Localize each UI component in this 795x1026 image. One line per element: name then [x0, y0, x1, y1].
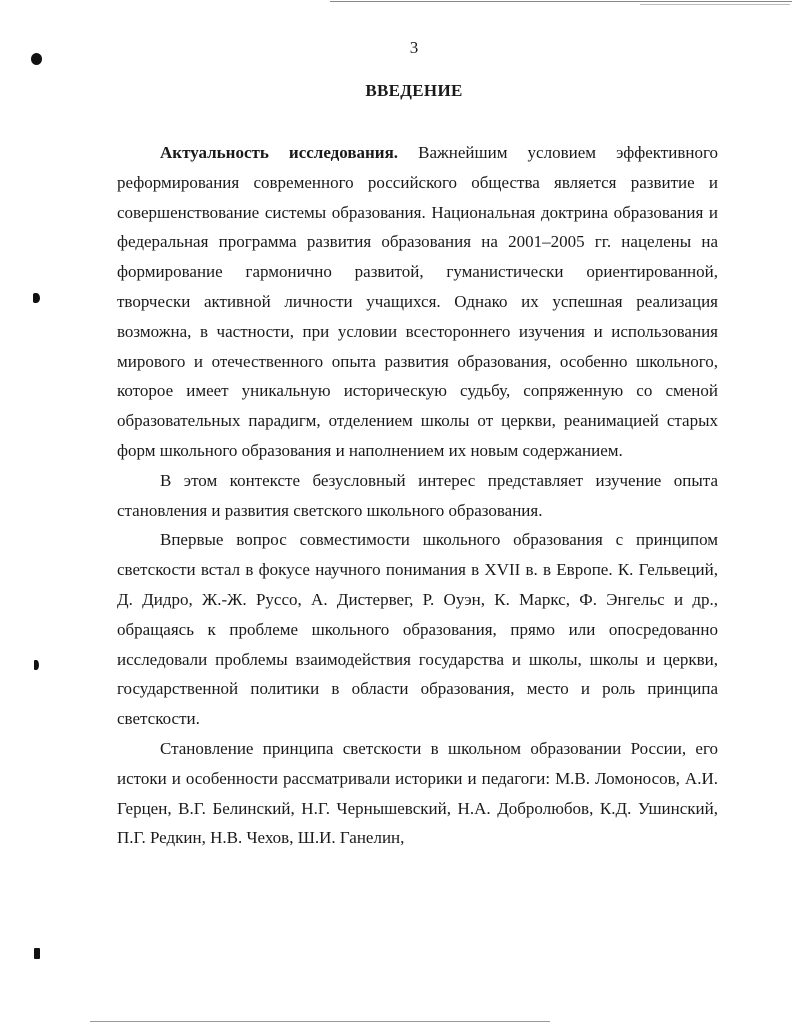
binder-hole-mark: [33, 293, 40, 303]
scan-edge-line-top: [330, 1, 792, 2]
paragraph: Впервые вопрос совместимости школьного образования с принципом светскости встал в фокусе научного понимания в XVII в. в Европе. К. Гельвеций, Д. Дидро, Ж.-Ж. Руссо, А. Дистервег, Р. Оуэн, К. Маркс, Ф. Энгельс и др., обращаясь к проблеме школьного образования, прямо или опосредованно исследовали проблемы взаимодействия государства и школы, школы и церкви, государственной политики в области образования, место и роль принципа светскости.: [117, 530, 718, 729]
page-title: ВВЕДЕНИЕ: [365, 81, 463, 100]
page-number: 3: [409, 38, 419, 57]
paragraph: [117, 138, 718, 466]
scan-edge-line-bottom: [90, 1021, 550, 1022]
paragraph-text: Важнейшим условием эффективного реформирования современного российского общества является развитие и совершенствование системы образования. Национальная доктрина образования и федеральная программа развития образования на 2001–2005 гг. нацелены на формирование гармонично развитой, гуманистически ориентированной, творчески активной личности учащихся. Однако их успешная реализация возможна, в частности, при условии всестороннего изучения и использования мирового и отечественного опыта развития образования, особенно школьного, которое имеет уникальную историческую судьбу, сопряженную со сменой образовательных парадигм, отделением школы от церкви, реанимацией старых форм школьного образования и наполнением их новым содержанием.: [117, 143, 718, 460]
document-body: [117, 138, 718, 853]
binder-hole-mark: [34, 660, 39, 670]
binder-hole-mark: [34, 948, 40, 959]
paragraph: В этом контексте безусловный интерес представляет изучение опыта становления и развития светского школьного образования.: [117, 470, 718, 520]
paragraph-lead: Актуальность исследования.: [160, 143, 399, 162]
paragraph: Становление принципа светскости в школьном образовании России, его истоки и особенности рассматривали историки и педагоги: М.В. Ломоносов, А.И. Герцен, В.Г. Белинский, Н.Г. Чернышевский, Н.А. Добролюбов, К.Д. Ушинский, П.Г. Редкин, Н.В. Чехов, Ш.И. Ганелин,: [117, 738, 718, 848]
scan-edge-line-top-secondary: [640, 4, 790, 5]
